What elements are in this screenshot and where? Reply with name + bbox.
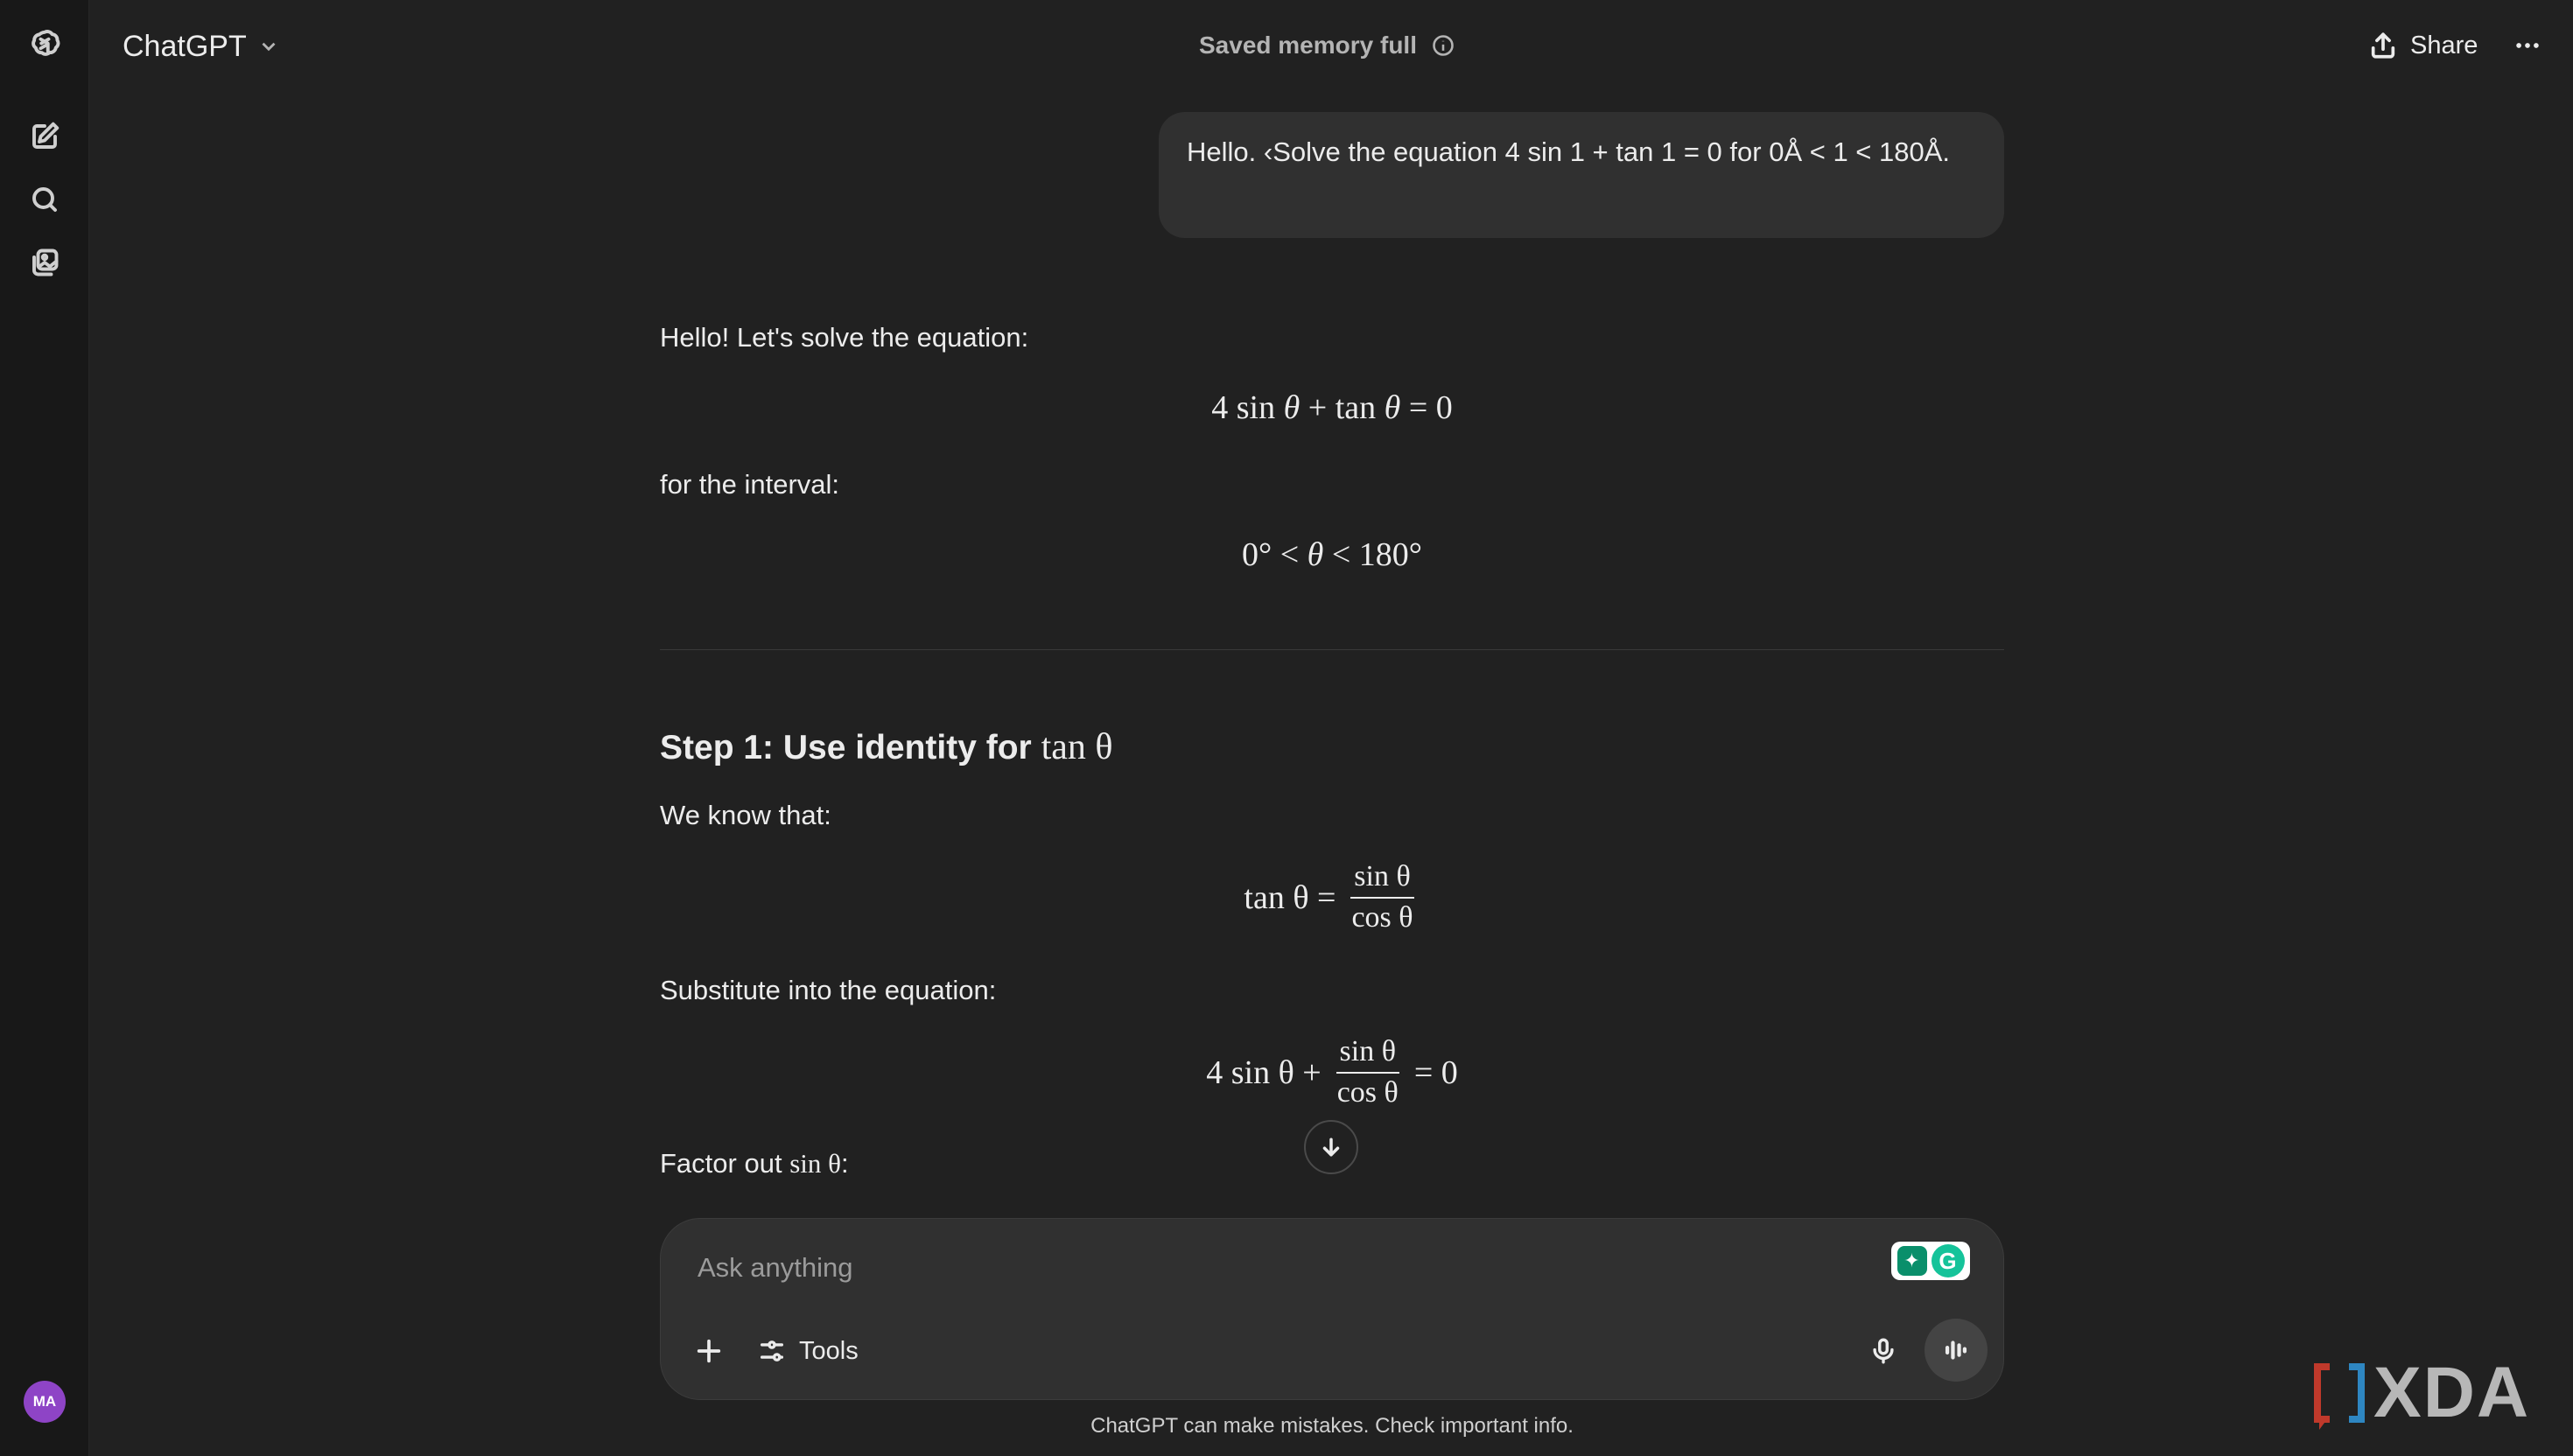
scroll-to-bottom-button[interactable] — [1304, 1120, 1358, 1174]
disclaimer: ChatGPT can make mistakes. Check important info. — [1090, 1414, 1574, 1438]
extension-icon: ✦ — [1897, 1246, 1927, 1276]
step1-heading: Step 1: Use identity for tan θ — [660, 727, 1113, 767]
library-icon — [29, 247, 60, 278]
composer — [660, 1218, 2004, 1400]
more-horizontal-icon — [2513, 31, 2542, 60]
share-icon — [2368, 31, 2398, 60]
user-message-bubble: Hello. ‹Solve the equation 4 sin 1 + tan 1 = 0 for 0Å < 1 < 180Å. — [1159, 112, 2004, 238]
avatar[interactable]: MA — [24, 1381, 66, 1423]
identity-fraction: $\frac{\text{sin θ}}{\text{cos θ}}$ — [1351, 860, 1413, 934]
extension-badge[interactable] — [1891, 1242, 1970, 1280]
grammarly-icon: G — [1932, 1244, 1965, 1278]
info-icon — [1431, 33, 1455, 58]
model-name: ChatGPT — [123, 29, 247, 63]
arrow-down-icon — [1318, 1134, 1344, 1160]
chevron-down-icon — [257, 35, 280, 58]
search-icon — [29, 184, 60, 215]
interval-intro: for the interval: — [660, 469, 840, 500]
sliders-icon — [757, 1336, 787, 1366]
chatgpt-logo-icon — [29, 28, 60, 60]
equation-main: 4 sin θ + tan θ = 0 — [1211, 389, 1453, 426]
voice-mode-button[interactable] — [1924, 1319, 1988, 1382]
prompt-input[interactable] — [698, 1247, 1835, 1289]
watermark-text: XDA — [2373, 1353, 2531, 1432]
microphone-icon — [1868, 1336, 1898, 1366]
share-label: Share — [2410, 31, 2478, 60]
xda-logo-icon — [2310, 1356, 2368, 1430]
model-picker[interactable] — [123, 24, 280, 68]
xda-watermark — [2310, 1353, 2531, 1432]
new-chat-button[interactable] — [22, 114, 67, 159]
tools-label: Tools — [799, 1336, 859, 1365]
add-attachment-button[interactable] — [687, 1329, 731, 1373]
dictate-button[interactable] — [1860, 1327, 1907, 1375]
memory-status[interactable] — [1199, 26, 1455, 65]
new-chat-icon — [29, 121, 60, 152]
factor-text: Factor out sin θ: — [660, 1148, 849, 1179]
identity-equation: tan θ = $\frac{\text{sin θ}}{\text{cos θ}}$ — [660, 859, 2004, 936]
plus-icon — [694, 1336, 724, 1366]
library-button[interactable] — [22, 240, 67, 285]
chatgpt-logo-button[interactable] — [22, 21, 67, 66]
tools-button[interactable] — [748, 1327, 867, 1375]
voice-waveform-icon — [1941, 1335, 1971, 1365]
search-button[interactable] — [22, 177, 67, 222]
assistant-intro: Hello! Let's solve the equation: — [660, 322, 1029, 353]
more-options-button[interactable] — [2505, 23, 2550, 68]
section-divider — [660, 649, 2004, 650]
know-text: We know that: — [660, 800, 831, 830]
substituted-equation: 4 sin θ + $\frac{\text{sin θ}}{\text{cos θ}}$ = 0 — [660, 1034, 2004, 1111]
equation-interval: 0° < θ < 180° — [1242, 536, 1422, 573]
sidebar-rail — [0, 0, 89, 1456]
share-button[interactable] — [2358, 23, 2488, 68]
substituted-fraction: $\frac{\text{sin θ}}{\text{cos θ}}$ — [1336, 1035, 1399, 1109]
memory-status-text: Saved memory full — [1199, 32, 1417, 59]
substitute-text: Substitute into the equation: — [660, 975, 997, 1005]
